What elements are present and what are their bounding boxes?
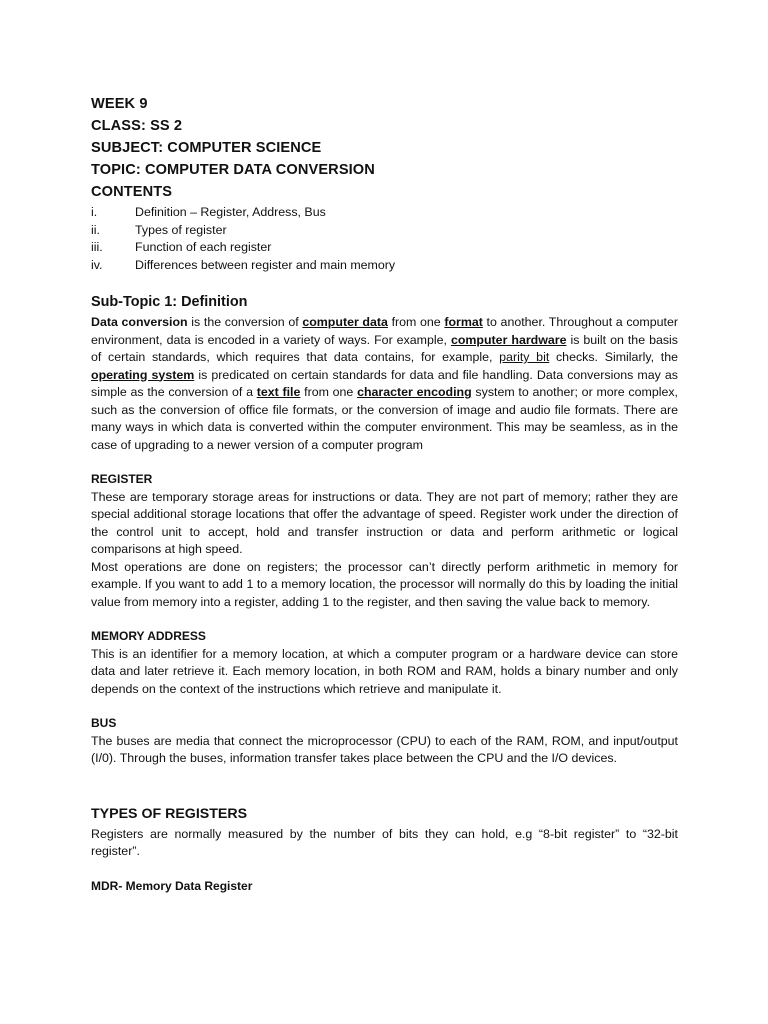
list-item: [91, 222, 591, 240]
memory-address-heading: MEMORY ADDRESS: [91, 629, 206, 643]
register-heading: REGISTER: [91, 472, 153, 486]
register-paragraph-2: Most operations are done on registers; the processor can’t directly perform arithmetic in memory for example. If you want to add 1 to a memory location, the processor will normally do this by loading the initial value from memory into a register, adding 1 to the register, and then saving the value back to memory.: [91, 559, 678, 609]
list-item-text: Differences between register and main memory: [135, 257, 396, 272]
register-paragraph-1: These are temporary storage areas for instructions or data. They are not part of memory; rather they are special additional storage locations that offer the advantage of speed. Register work under the direction of the control unit to accept, hold and transfer instruction or data and perform arithmetic or logical comparisons at high speed.: [91, 489, 678, 556]
text-run: from one: [300, 385, 358, 399]
document-header: [91, 93, 375, 203]
types-paragraph: Registers are normally measured by the number of bits they can hold, e.g “8-bit register” to “32-bit register”.: [91, 826, 678, 858]
spacer: [91, 698, 678, 715]
text-run: checks. Similarly, the: [549, 350, 678, 364]
week-label: WEEK 9: [91, 96, 148, 112]
text-run: is predicated on certain standards for data and file handling. Data conversions may as simple as the conversion of a: [91, 367, 678, 399]
text-run: from one: [387, 315, 445, 329]
text-run: to another. Throughout a computer environment, data is encoded in a variety of ways. For example,: [91, 315, 678, 347]
contents-list: [91, 204, 591, 274]
link-format[interactable]: format: [444, 315, 483, 329]
text-run: is the conversion of: [187, 315, 303, 329]
list-item-number: ii.: [91, 222, 100, 237]
subject-label: SUBJECT: COMPUTER SCIENCE: [91, 140, 322, 156]
bus-heading: BUS: [91, 716, 117, 730]
list-item-number: iii.: [91, 240, 103, 255]
list-item-text: Types of register: [135, 222, 227, 237]
list-item: [91, 204, 591, 222]
text-run: is built on the basis of certain standards, which requires that data contains, for example,: [91, 332, 678, 364]
spacer: [91, 454, 678, 471]
memory-address-paragraph: This is an identifier for a memory location, at which a computer program or a hardware device can store data and later retrieve it. Each memory location, in both ROM and RAM, holds a binary number and only depends on the context of the instructions which retrieve and manipulate it.: [91, 646, 678, 696]
topic-label: TOPIC: COMPUTER DATA CONVERSION: [91, 162, 375, 178]
link-character-encoding[interactable]: character encoding: [357, 385, 472, 399]
list-item: [91, 239, 591, 257]
contents-heading: CONTENTS: [91, 184, 173, 200]
document-body: [91, 292, 678, 895]
text-run: system to another; or more complex, such as the conversion of office file formats, or the conversion of image and audio file formats. There are many ways in which data is converted within the computer environment. This may be seamless, as in the case of upgrading to a newer version of a computer program: [91, 385, 678, 452]
spacer: [91, 861, 678, 878]
mdr-heading: MDR- Memory Data Register: [91, 878, 253, 893]
spacer: [91, 611, 678, 628]
list-item-text: Definition – Register, Address, Bus: [135, 205, 326, 219]
link-operating-system[interactable]: operating system: [91, 367, 195, 382]
data-conversion-paragraph: [91, 314, 678, 454]
class-label: CLASS: SS 2: [91, 118, 183, 134]
term-data-conversion: Data conversion: [91, 315, 188, 329]
subtopic-heading: Sub-Topic 1: Definition: [91, 294, 248, 310]
list-item-number: iv.: [91, 257, 103, 272]
list-item-text: Function of each register: [135, 240, 272, 255]
types-heading: TYPES OF REGISTERS: [91, 805, 248, 822]
list-item-number: i.: [91, 205, 98, 219]
spacer: [91, 768, 678, 804]
link-computer-hardware[interactable]: computer hardware: [450, 332, 567, 347]
list-item: [91, 257, 591, 275]
link-text-file[interactable]: text file: [256, 385, 301, 399]
link-computer-data[interactable]: computer data: [302, 315, 388, 329]
link-parity-bit[interactable]: parity bit: [499, 350, 550, 364]
bus-paragraph: The buses are media that connect the microprocessor (CPU) to each of the RAM, ROM, and input/output (I/0). Through the buses, information transfer takes place between the CPU and the I/O devices.: [91, 733, 678, 765]
